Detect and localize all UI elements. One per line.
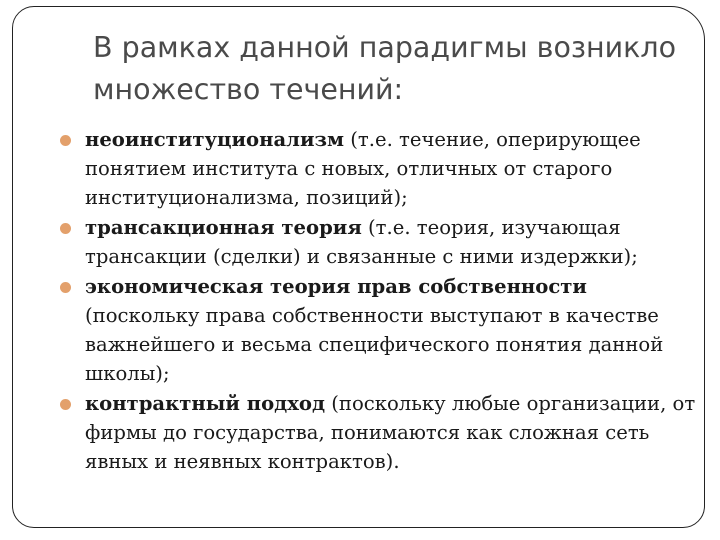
item-description: (т.е. теория, изучающая трансакции (сделки) и связанные с ними издержки); — [85, 216, 638, 268]
item-term: трансакционная теория — [85, 216, 362, 239]
bullet-dot-icon — [60, 223, 71, 234]
item-description: (поскольку любые организации, от фирмы до государства, понимаются как сложная сеть явных и неявных контрактов). — [85, 392, 696, 473]
list-item — [57, 389, 707, 476]
list-item — [57, 125, 707, 212]
item-term: неоинституционализм — [85, 128, 345, 151]
bullet-dot-icon — [60, 399, 71, 410]
item-term: контрактный подход — [85, 392, 326, 415]
bullet-dot-icon — [60, 135, 71, 146]
list-item — [57, 213, 707, 271]
bullet-list — [57, 125, 707, 477]
bullet-dot-icon — [60, 282, 71, 293]
slide-title: В рамках данной парадигмы возникло множество течений: — [93, 31, 677, 106]
item-description: (поскольку права собственности выступают в качестве важнейшего и весьма специфического понятия данной школы); — [85, 304, 664, 385]
slide-frame — [12, 6, 705, 528]
item-description: (т.е. течение, оперирующее понятием института с новых, отличных от старого институционализма, позиций); — [85, 128, 641, 209]
list-item — [57, 272, 707, 388]
item-term: экономическая теория прав собственности — [85, 275, 587, 298]
